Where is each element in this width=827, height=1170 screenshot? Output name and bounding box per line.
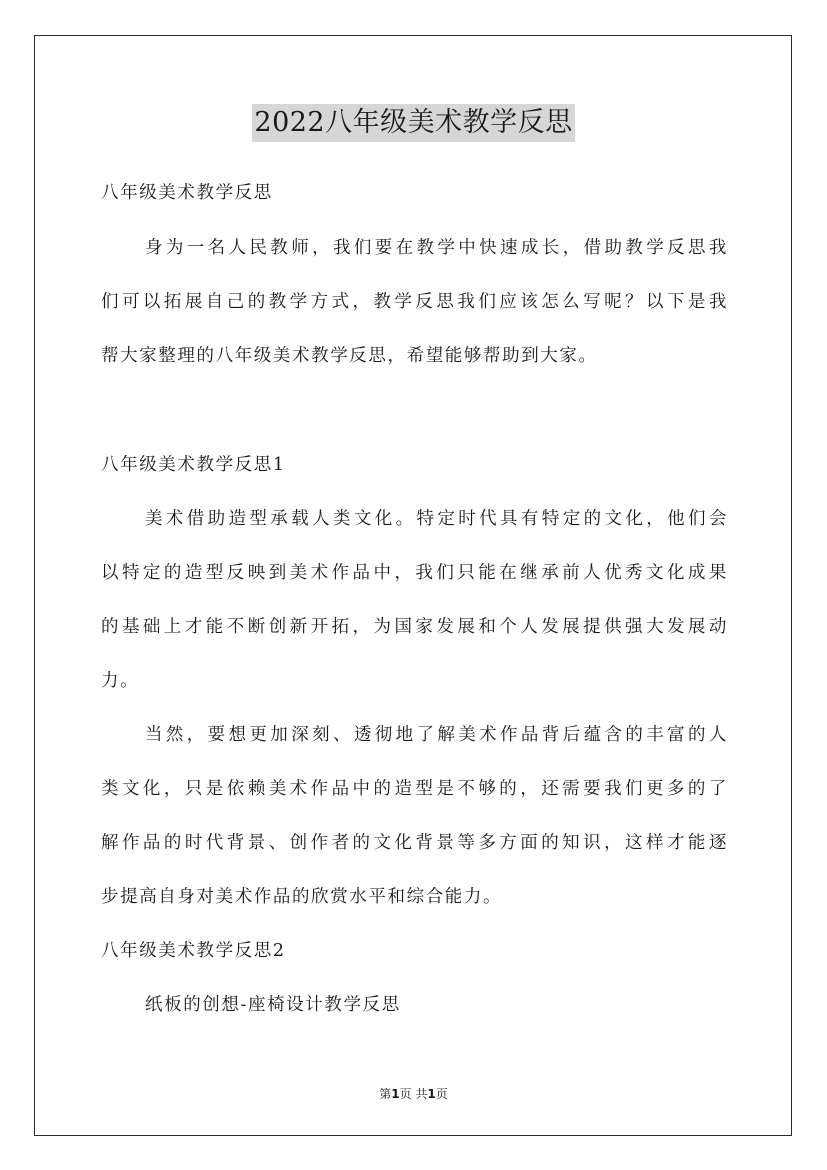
heading-section-1: 八年级美术教学反思1 (101, 455, 286, 475)
footer-page-number: 1 (391, 1087, 400, 1101)
section1-p1-line-3: 的基础上才能不断创新开拓，为国家发展和个人发展提供强大发展动 (101, 617, 728, 637)
heading-intro: 八年级美术教学反思 (101, 183, 273, 203)
footer-page-total: 1 (427, 1087, 436, 1101)
section1-p1-line-2: 以特定的造型反映到美术作品中，我们只能在继承前人优秀文化成果 (101, 563, 728, 583)
section1-p1-line-4: 力。 (101, 671, 140, 691)
section1-p2-line-4: 步提高自身对美术作品的欣赏水平和综合能力。 (101, 887, 503, 907)
intro-line-3: 帮大家整理的八年级美术教学反思，希望能够帮助到大家。 (101, 346, 598, 366)
document-title: 2022八年级美术教学反思 (252, 104, 574, 142)
intro-line-1: 身为一名人民教师，我们要在教学中快速成长，借助教学反思我 (145, 238, 728, 258)
intro-line-2: 们可以拓展自己的教学方式，教学反思我们应该怎么写呢？以下是我 (101, 292, 728, 312)
section1-p1-line-1: 美术借助造型承载人类文化。特定时代具有特定的文化，他们会 (145, 509, 728, 529)
footer-page-suffix: 页 (435, 1087, 448, 1101)
page-footer (0, 1085, 827, 1102)
section1-p2-line-3: 解作品的时代背景、创作者的文化背景等多方面的知识，这样才能逐 (101, 833, 728, 853)
heading-section-2: 八年级美术教学反思2 (101, 941, 286, 961)
footer-page-prefix: 第 (379, 1087, 392, 1101)
section1-p2-line-1: 当然，要想更加深刻、透彻地了解美术作品背后蕴含的丰富的人 (145, 725, 728, 745)
section2-p1: 纸板的创想-座椅设计教学反思 (145, 995, 401, 1015)
section1-p2-line-2: 类文化，只是依赖美术作品中的造型是不够的，还需要我们更多的了 (101, 779, 728, 799)
footer-page-mid: 页 共 (399, 1087, 428, 1101)
title-container (0, 104, 827, 142)
